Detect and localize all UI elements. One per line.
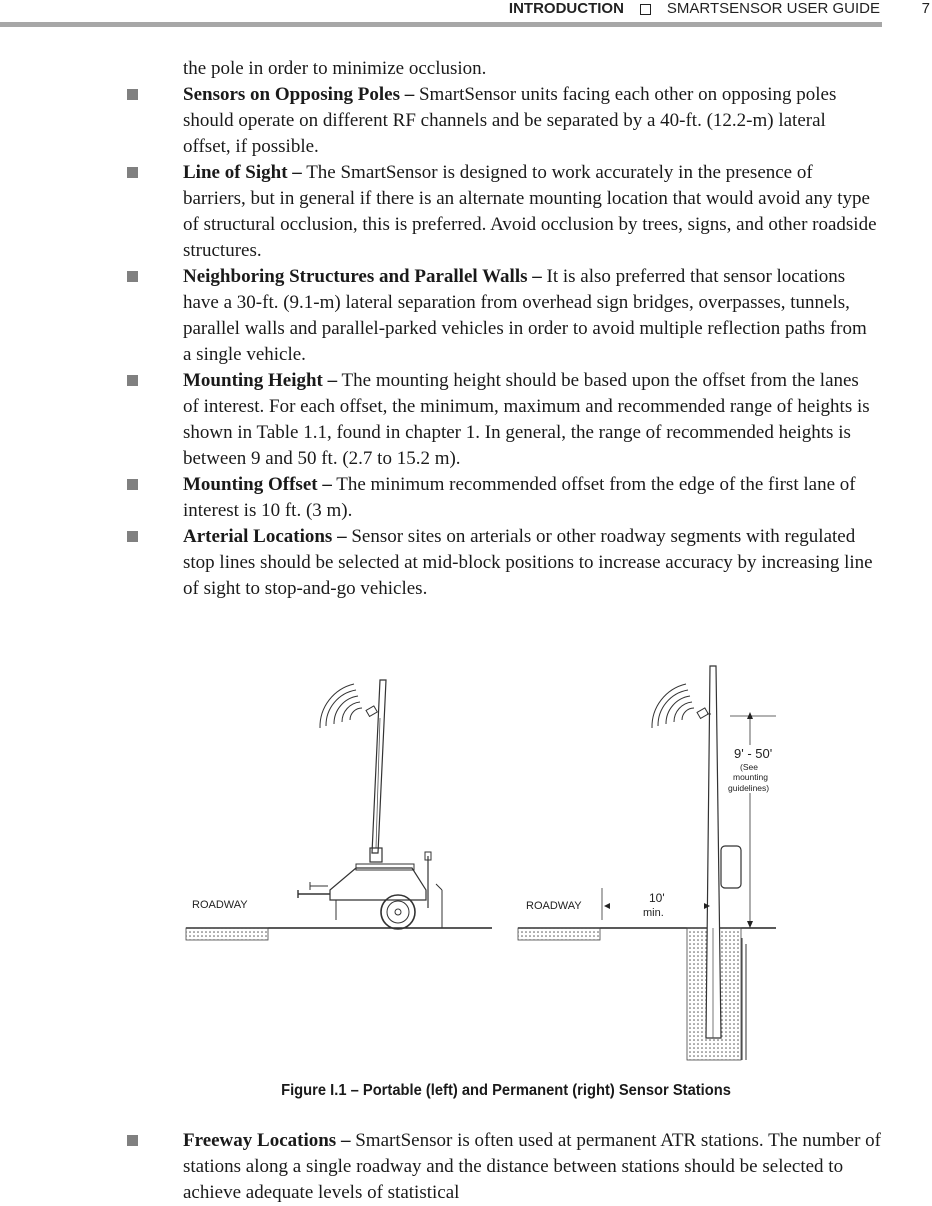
- body-text-continued: [183, 1128, 883, 1206]
- roadway-label-left: ROADWAY: [192, 899, 248, 911]
- page-number: 7: [921, 0, 930, 17]
- sensor-head-right: [697, 708, 708, 719]
- list-item-text: SmartSensor is often used at permanent ATR stations. The number of stations along a single roadway and the distance between stations should be selected to achieve adequate levels of statistical: [183, 1130, 881, 1203]
- bullet-square: [127, 271, 138, 282]
- offset-distance-label: 10': [649, 891, 665, 905]
- road-shoulder-left: [186, 928, 268, 940]
- offset-min-label: min.: [643, 907, 664, 919]
- bullet-square: [127, 531, 138, 542]
- list-item-text: The SmartSensor is designed to work accurately in the presence of barriers, but in general if there is an alternate mounting location that would avoid any type of structural occlusion, this is preferred. Avoid occlusion by trees, signs, and other roadside structures.: [183, 162, 877, 261]
- equipment-cabinet: [721, 846, 741, 888]
- see-guidelines-line1: (See: [740, 762, 758, 772]
- radar-waves-right: [652, 684, 694, 728]
- figure-sensor-stations: [180, 658, 780, 1068]
- road-shoulder-right: [518, 928, 600, 940]
- list-item-lead: Mounting Height –: [183, 370, 338, 391]
- running-header: [509, 0, 880, 18]
- list-item-mounting-height: [183, 368, 878, 472]
- list-item-freeway-locations: [183, 1128, 883, 1206]
- list-item-arterial-locations: [183, 524, 878, 602]
- portable-station: [186, 680, 492, 940]
- header-rule: [0, 22, 882, 27]
- figure-illustration: [180, 658, 780, 1068]
- list-item-text: SmartSensor units facing each other on opposing poles should operate on different RF channels and be separated by a 40-ft. (12.2-m) lateral offset, if possible.: [183, 84, 837, 157]
- list-item-lead: Freeway Locations –: [183, 1130, 351, 1151]
- list-item-text: Sensor sites on arterials or other roadway segments with regulated stop lines should be selected at mid-block positions to increase accuracy by increasing line of sight to stop-and-go vehicles.: [183, 526, 873, 599]
- bullet-square: [127, 89, 138, 100]
- sensor-head-left: [366, 706, 377, 717]
- list-item-text: The mounting height should be based upon the offset from the lanes of interest. For each offset, the minimum, maximum and recommended range of heights is shown in Table 1.1, found in chapter 1. In general, the range of recommended heights is between 9 and 50 ft. (2.7 to 15.2 m).: [183, 370, 870, 469]
- roadway-label-right: ROADWAY: [526, 900, 582, 912]
- height-range-label: 9' - 50': [734, 746, 773, 761]
- bullet-square: [127, 167, 138, 178]
- header-guide-title: SMARTSENSOR USER GUIDE: [666, 0, 880, 17]
- list-item-text: It is also preferred that sensor locations have a 30-ft. (9.1-m) lateral separation from overhead sign bridges, overpasses, tunnels, parallel walls and parallel-parked vehicles in order to avoid multiple reflection paths from a single vehicle.: [183, 266, 867, 365]
- list-item-mounting-offset: [183, 472, 878, 524]
- list-item-lead: Line of Sight –: [183, 162, 302, 183]
- body-text: [183, 56, 878, 602]
- see-guidelines-line2: mounting: [733, 772, 768, 782]
- list-item-line-of-sight: [183, 160, 878, 264]
- radar-waves-left: [320, 684, 362, 728]
- list-item-opposing-poles: [183, 82, 878, 160]
- see-guidelines-line3: guidelines): [728, 783, 770, 793]
- list-item-lead: Mounting Offset –: [183, 474, 332, 495]
- permanent-station: [518, 666, 776, 1060]
- header-chapter: INTRODUCTION: [508, 0, 624, 17]
- list-item-text: The minimum recommended offset from the edge of the first lane of interest is 10 ft. (3 m).: [183, 474, 856, 521]
- trailer-body: [330, 868, 426, 900]
- list-item-neighboring-structures: [183, 264, 878, 368]
- bullet-square: [127, 375, 138, 386]
- figure-caption: Figure I.1 – Portable (left) and Permanent (right) Sensor Stations: [281, 1082, 731, 1099]
- list-item-lead: Sensors on Opposing Poles –: [183, 84, 415, 105]
- list-item-lead: Neighboring Structures and Parallel Walls –: [183, 266, 542, 287]
- permanent-pole: [706, 666, 721, 1038]
- bullet-square: [127, 479, 138, 490]
- page-header: [0, 0, 932, 26]
- list-item-lead: Arterial Locations –: [183, 526, 347, 547]
- bullet-square: [127, 1135, 138, 1146]
- header-separator-box: [640, 4, 651, 15]
- continued-paragraph: the pole in order to minimize occlusion.: [183, 58, 487, 79]
